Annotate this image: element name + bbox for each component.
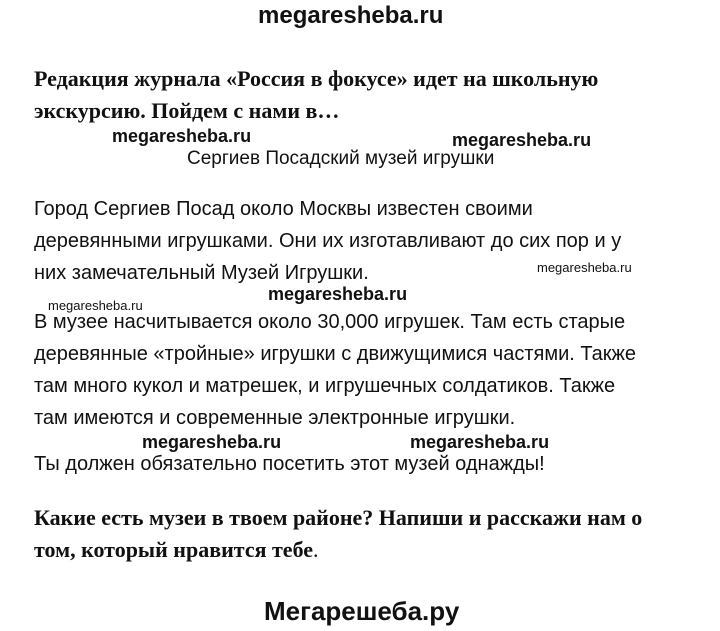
paragraph-1-line-1: Город Сергиев Посад около Москвы известен своими bbox=[34, 198, 533, 220]
header-watermark: megaresheba.ru bbox=[258, 2, 444, 29]
task-line-1: Какие есть музеи в твоем районе? Напиши и расскажи нам о bbox=[34, 505, 643, 530]
watermark: megaresheba.ru bbox=[142, 432, 282, 452]
footer-watermark: Мегарешеба.ру bbox=[264, 596, 460, 626]
watermark: megaresheba.ru bbox=[112, 126, 252, 146]
article-title: Сергиев Посадский музей игрушки bbox=[187, 148, 495, 169]
watermark: megaresheba.ru bbox=[48, 298, 143, 313]
paragraph-1-line-3: них замечательный Музей Игрушки. bbox=[34, 262, 369, 284]
task-line-2-tail: . bbox=[313, 537, 319, 562]
paragraph-1-line-2: деревянными игрушками. Они их изготавливают до сих пор и у bbox=[34, 230, 622, 252]
task-line-2-bold: том, который нравится тебе bbox=[34, 537, 314, 562]
paragraph-2-line-4: там имеются и современные электронные игрушки. bbox=[34, 407, 516, 429]
intro-line-2: экскурсию. Пойдем с нами в… bbox=[34, 98, 340, 123]
watermark: megaresheba.ru bbox=[537, 260, 632, 275]
watermark: megaresheba.ru bbox=[452, 130, 592, 150]
intro-line-1: Редакция журнала «Россия в фокусе» идет на школьную bbox=[34, 66, 599, 91]
paragraph-3: Ты должен обязательно посетить этот музей однажды! bbox=[34, 453, 545, 475]
watermark: megaresheba.ru bbox=[410, 432, 550, 452]
watermark: megaresheba.ru bbox=[268, 284, 408, 304]
task-line-2 bbox=[34, 537, 319, 563]
paragraph-2-line-1: В музее насчитывается около 30,000 игрушек. Там есть старые bbox=[34, 311, 626, 333]
paragraph-2-line-2: деревянные «тройные» игрушки с движущимися частями. Также bbox=[34, 343, 637, 365]
paragraph-2-line-3: там много кукол и матрешек, и игрушечных солдатиков. Также bbox=[34, 375, 616, 397]
